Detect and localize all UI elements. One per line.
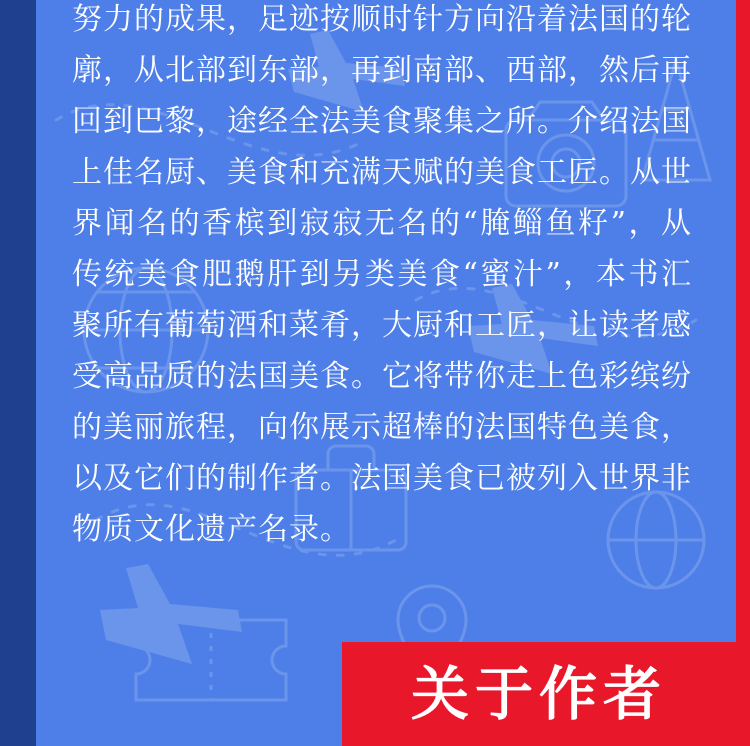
about-author-banner <box>342 642 736 746</box>
left-accent-bar <box>0 0 36 746</box>
about-author-label: 关于作者 <box>410 660 667 728</box>
body-paragraph: 努力的成果，足迹按顺时针方向沿着法国的轮廓，从北部到东部，再到南部、西部，然后再回到巴黎，途经全法美食聚集之所。介绍法国上佳名厨、美食和充满天赋的美食工匠。从世界闻名的香槟到寂寂无名的“腌鲻鱼籽”，从传统美食肥鹅肝到另类美食“蜜汁”，本书汇聚所有葡萄酒和菜肴，大厨和工匠，让读者感受高品质的法国美食。它将带你走上色彩缤纷的美丽旅程，向你展示超棒的法国特色美食，以及它们的制作者。法国美食已被列入世界非物质文化遗产名录。 <box>72 2 692 547</box>
right-accent-bar <box>736 0 750 746</box>
